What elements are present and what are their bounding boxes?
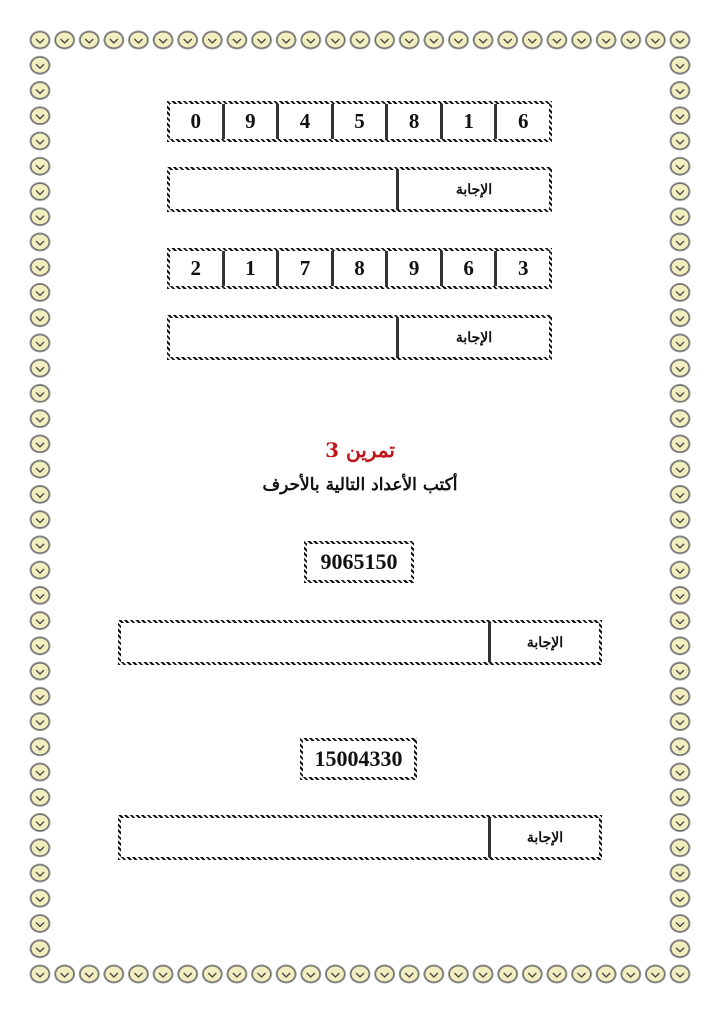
border-medallion-icon xyxy=(30,106,51,125)
border-medallion-icon xyxy=(670,561,691,580)
border-medallion-icon xyxy=(30,232,51,251)
border-medallion-icon xyxy=(30,31,51,50)
border-medallion-icon xyxy=(54,31,75,50)
border-medallion-icon xyxy=(571,965,592,984)
border-medallion-icon xyxy=(251,31,272,50)
border-medallion-icon xyxy=(30,712,51,731)
border-medallion-icon xyxy=(202,31,223,50)
border-medallion-icon xyxy=(30,182,51,201)
border-medallion-icon xyxy=(128,31,149,50)
border-medallion-icon xyxy=(79,965,100,984)
border-medallion-icon xyxy=(670,81,691,100)
border-medallion-icon xyxy=(670,56,691,75)
border-medallion-icon xyxy=(350,31,371,50)
border-medallion-icon xyxy=(30,914,51,933)
border-medallion-icon xyxy=(30,510,51,529)
border-medallion-icon xyxy=(153,965,174,984)
answer-box-2 xyxy=(167,315,552,360)
answer-space[interactable] xyxy=(170,318,396,357)
border-medallion-icon xyxy=(670,838,691,857)
digit-cell: 6 xyxy=(494,104,549,139)
border-medallion-icon xyxy=(276,965,297,984)
digits-table-1 xyxy=(167,101,552,142)
border-medallion-icon xyxy=(670,510,691,529)
border-medallion-icon xyxy=(30,838,51,857)
border-medallion-icon xyxy=(30,788,51,807)
digit-cell: 7 xyxy=(276,251,331,286)
border-medallion-icon xyxy=(670,939,691,958)
border-medallion-icon xyxy=(30,586,51,605)
digit-cell: 2 xyxy=(190,256,202,280)
answer-label: الإجابة xyxy=(396,170,549,209)
border-medallion-icon xyxy=(620,31,641,50)
border-medallion-icon xyxy=(670,889,691,908)
digit-cell: 9 xyxy=(385,251,440,286)
border-medallion-icon xyxy=(202,965,223,984)
border-medallion-icon xyxy=(670,131,691,150)
answer-label: الإجابة xyxy=(488,818,599,857)
border-medallion-icon xyxy=(177,965,198,984)
border-medallion-icon xyxy=(30,258,51,277)
border-medallion-icon xyxy=(251,965,272,984)
border-medallion-icon xyxy=(30,864,51,883)
number-box-2 xyxy=(300,738,417,780)
border-medallion-icon xyxy=(177,31,198,50)
border-medallion-icon xyxy=(30,333,51,352)
border-medallion-icon xyxy=(670,788,691,807)
border-medallion-icon xyxy=(670,687,691,706)
border-medallion-icon xyxy=(30,965,51,984)
border-medallion-icon xyxy=(325,31,346,50)
border-medallion-icon xyxy=(374,965,395,984)
border-medallion-icon xyxy=(670,586,691,605)
digit-cell: 0 xyxy=(190,109,202,133)
border-medallion-icon xyxy=(30,636,51,655)
border-medallion-icon xyxy=(670,965,691,984)
digit-cell: 1 xyxy=(440,104,495,139)
border-medallion-icon xyxy=(423,965,444,984)
border-medallion-icon xyxy=(571,31,592,50)
border-medallion-icon xyxy=(596,965,617,984)
border-medallion-icon xyxy=(30,81,51,100)
answer-space[interactable] xyxy=(170,170,396,209)
answer-box-4 xyxy=(118,815,602,860)
border-medallion-icon xyxy=(670,106,691,125)
border-medallion-icon xyxy=(300,965,321,984)
border-medallion-icon xyxy=(30,283,51,302)
border-medallion-icon xyxy=(670,813,691,832)
border-medallion-icon xyxy=(153,31,174,50)
digit-cell: 5 xyxy=(331,104,386,139)
border-medallion-icon xyxy=(670,737,691,756)
border-medallion-icon xyxy=(546,31,567,50)
border-medallion-icon xyxy=(670,662,691,681)
border-medallion-icon xyxy=(30,763,51,782)
border-medallion-icon xyxy=(30,687,51,706)
digit-cell: 1 xyxy=(222,251,277,286)
border-medallion-icon xyxy=(497,965,518,984)
border-medallion-icon xyxy=(670,636,691,655)
border-medallion-icon xyxy=(670,232,691,251)
border-medallion-icon xyxy=(30,561,51,580)
exercise-instruction: أكتب الأعداد التالية بالأحرف xyxy=(262,475,458,495)
answer-label: الإجابة xyxy=(396,318,549,357)
number-value: 9065150 xyxy=(307,544,411,580)
border-medallion-icon xyxy=(670,535,691,554)
border-medallion-icon xyxy=(645,31,666,50)
digit-cell: 4 xyxy=(276,104,331,139)
border-medallion-icon xyxy=(30,359,51,378)
border-medallion-icon xyxy=(30,611,51,630)
border-medallion-icon xyxy=(522,965,543,984)
border-medallion-icon xyxy=(276,31,297,50)
border-medallion-icon xyxy=(399,965,420,984)
border-medallion-icon xyxy=(670,384,691,403)
border-medallion-icon xyxy=(670,333,691,352)
border-medallion-icon xyxy=(670,31,691,50)
border-medallion-icon xyxy=(103,965,124,984)
border-medallion-icon xyxy=(30,889,51,908)
border-medallion-icon xyxy=(30,662,51,681)
border-medallion-icon xyxy=(546,965,567,984)
border-medallion-icon xyxy=(620,965,641,984)
border-medallion-icon xyxy=(670,914,691,933)
answer-space[interactable] xyxy=(121,623,488,662)
border-medallion-icon xyxy=(670,207,691,226)
digit-cell: 8 xyxy=(385,104,440,139)
digit-cell: 8 xyxy=(331,251,386,286)
exercise-title: تمرين 3 xyxy=(325,438,395,462)
border-medallion-icon xyxy=(670,283,691,302)
answer-box-3 xyxy=(118,620,602,665)
border-medallion-icon xyxy=(30,939,51,958)
border-medallion-icon xyxy=(325,965,346,984)
border-medallion-icon xyxy=(30,384,51,403)
border-medallion-icon xyxy=(30,157,51,176)
border-medallion-icon xyxy=(30,813,51,832)
border-medallion-icon xyxy=(670,258,691,277)
digit-cell: 6 xyxy=(440,251,495,286)
digit-cell: 3 xyxy=(494,251,549,286)
border-medallion-icon xyxy=(670,409,691,428)
border-medallion-icon xyxy=(473,31,494,50)
border-medallion-icon xyxy=(30,409,51,428)
border-medallion-icon xyxy=(350,965,371,984)
border-medallion-icon xyxy=(670,864,691,883)
border-medallion-icon xyxy=(30,737,51,756)
border-medallion-icon xyxy=(30,131,51,150)
border-medallion-icon xyxy=(399,31,420,50)
border-medallion-icon xyxy=(30,308,51,327)
border-medallion-icon xyxy=(645,965,666,984)
border-medallion-icon xyxy=(670,611,691,630)
border-medallion-icon xyxy=(522,31,543,50)
border-medallion-icon xyxy=(448,965,469,984)
answer-space[interactable] xyxy=(121,818,488,857)
digits-table-2 xyxy=(167,248,552,289)
border-medallion-icon xyxy=(226,31,247,50)
border-medallion-icon xyxy=(300,31,321,50)
number-box-1 xyxy=(304,541,414,583)
border-medallion-icon xyxy=(128,965,149,984)
border-medallion-icon xyxy=(670,763,691,782)
border-medallion-icon xyxy=(670,308,691,327)
border-medallion-icon xyxy=(670,182,691,201)
border-medallion-icon xyxy=(30,207,51,226)
answer-box-1 xyxy=(167,167,552,212)
border-medallion-icon xyxy=(497,31,518,50)
border-medallion-icon xyxy=(670,157,691,176)
border-medallion-icon xyxy=(448,31,469,50)
border-medallion-icon xyxy=(79,31,100,50)
number-value: 15004330 xyxy=(303,741,414,777)
digit-cell: 9 xyxy=(222,104,277,139)
border-medallion-icon xyxy=(374,31,395,50)
border-medallion-icon xyxy=(473,965,494,984)
border-medallion-icon xyxy=(670,359,691,378)
border-medallion-icon xyxy=(54,965,75,984)
border-medallion-icon xyxy=(30,535,51,554)
border-medallion-icon xyxy=(30,56,51,75)
border-medallion-icon xyxy=(103,31,124,50)
border-medallion-icon xyxy=(423,31,444,50)
border-medallion-icon xyxy=(670,712,691,731)
answer-label: الإجابة xyxy=(488,623,599,662)
border-medallion-icon xyxy=(226,965,247,984)
border-medallion-icon xyxy=(596,31,617,50)
